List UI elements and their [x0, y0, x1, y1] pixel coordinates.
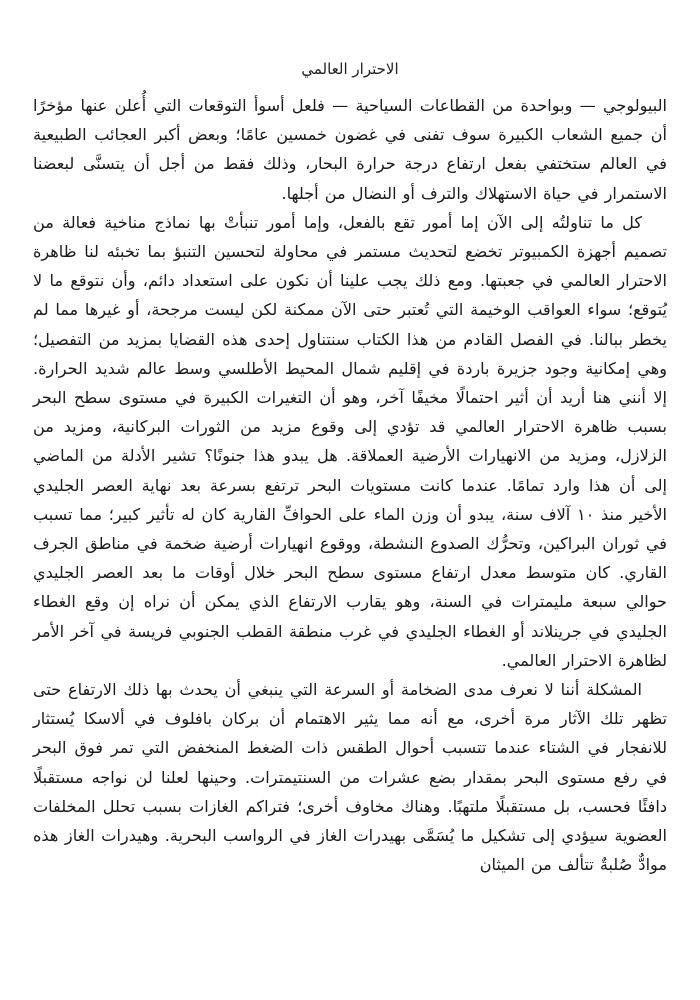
paragraph-sea-level-hazards: كل ما تناولتُه إلى الآن إما أمور تقع بالفعل، وإما أمور تنبأتْ بها نماذج مناخية فعالة من تصميم أجهزة الكمبيوتر تخضع لتحديث مستمر في محاولة لتحسين التنبؤ بما تخبئه لنا ظاهرة الاحترار العالمي في جعبتها. ومع ذلك يجب علينا أن نكون على استعداد دائم، وأن نتوقع ما لا يُتوقع؛ سواء العواقب الوخيمة التي تُعتبر حتى الآن ممكنة لكن ليست مرجحة، أو غيرها مما لم يخطر ببالنا. في الفصل القادم من هذا الكتاب سنتناول إحدى هذه القضايا بمزيد من التفصيل؛ وهي إمكانية وجود جزيرة باردة في إقليم شمال المحيط الأطلسي وسط عالم شديد الحرارة. إلا أنني هنا أريد أن أثير احتمالًا مخيفًا آخر، وهو أن التغيرات الكبيرة في مستوى سطح البحر بسبب ظاهرة الاحترار العالمي قد تؤدي إلى وقوع مزيد من الثورات البركانية، ومزيد من الزلازل، ومزيد من الانهيارات الأرضية العملاقة. هل يبدو هذا جنونًا؟ تشير الأدلة من الماضي إلى أن هذا وارد تمامًا. عندما كانت مستويات البحر ترتفع بسرعة بعد نهاية العصر الجليدي الأخير منذ ١٠ آلاف سنة، يبدو أن وزن الماء على الحوافِّ القارية كان له تأثير كبير؛ مما تسبب في ثوران البراكين، وتحرُّك الصدوع النشطة، ووقوع انهيارات أرضية ضخمة في مناطق الجرف القاري. كان متوسط معدل ارتفاع مستوى سطح البحر خلال أوقات ما بعد العصر الجليدي حوالي سبعة مليمترات في السنة، وهو يقارب الارتفاع الذي يمكن أن نراه إن وقع الغطاء الجليدي في جرينلاند أو الغطاء الجليدي في غرب منطقة القطب الجنوبي فريسة في آخر الأمر لظاهرة الاحترار العالمي. — [33, 212, 667, 670]
paragraph-continuation: البيولوجي — وبواحدة من القطاعات السياحية — فلعل أسوأ التوقعات التي أُعلن عنها مؤخرًا أن جميع الشعاب الكبيرة سوف تفنى في غضون خمسين عامًا؛ وبعض أكبر العجائب الطبيعية في العالم ستختفي بفعل ارتفاع درجة حرارة البحار، وذلك فقط من أجل أن يتسنَّى لبعضنا الاستمرار في حياة الاستهلاك والترف أو النضال من أجلها. — [33, 96, 667, 203]
running-header-title: الاحترار العالمي — [301, 60, 399, 78]
paragraph-gas-hydrates: المشكلة أننا لا نعرف مدى الضخامة أو السرعة التي ينبغي أن يحدث بها ذلك الارتفاع حتى تظهر تلك الآثار مرة أخرى، مع أنه مما يثير الاهتمام أن بركان بافلوف في ألاسكا يُستثار للانفجار في الشتاء عندما تتسبب أحوال الطقس ذات الضغط المنخفض التي تمر فوق البحر في رفع مستوى البحر بمقدار بضع عشرات من السنتيمترات. وحينها لعلنا لن نواجه مستقبلًا دافئًا فحسب، بل مستقبلًا ملتهبًا. وهناك مخاوف أخرى؛ فتراكم الغازات بسبب تحلل المخلفات العضوية سيؤدي إلى تشكيل ما يُسَمَّى بهيدرات الغاز في الرواسب البحرية. وهيدرات الغاز هذه موادٌّ صُلبةٌ تتألف من الميثان — [33, 680, 667, 875]
book-page — [33, 0, 667, 1000]
body-text — [33, 91, 667, 879]
